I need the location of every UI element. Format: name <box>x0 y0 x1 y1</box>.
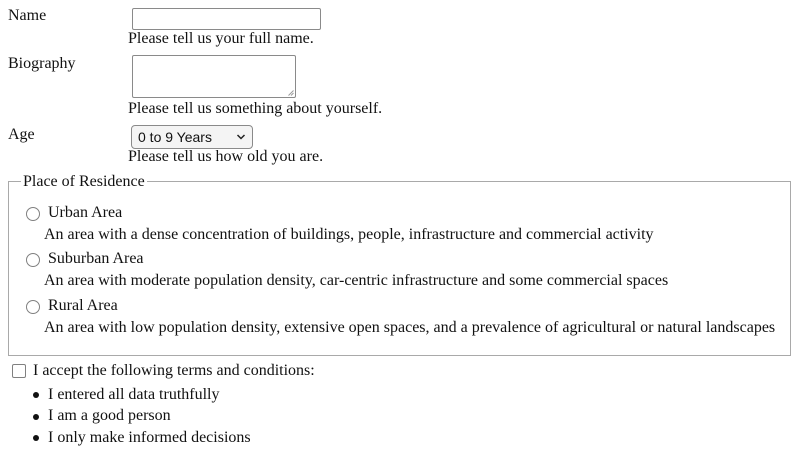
rural-area-label[interactable]: Rural Area <box>48 297 118 314</box>
biography-label: Biography <box>8 55 76 72</box>
rural-area-radio[interactable] <box>26 300 40 314</box>
age-select-value: 0 to 9 Years <box>138 129 212 145</box>
terms-checkbox[interactable] <box>12 364 26 378</box>
urban-area-description: An area with a dense concentration of buildings, people, infrastructure and commercial activity <box>44 226 654 243</box>
age-select[interactable] <box>131 125 253 149</box>
age-label: Age <box>8 126 35 143</box>
chevron-down-icon <box>236 133 246 141</box>
suburban-area-radio[interactable] <box>26 253 40 267</box>
list-bullet <box>33 435 39 441</box>
list-bullet <box>33 414 39 420</box>
suburban-area-label[interactable]: Suburban Area <box>48 250 144 267</box>
name-hint: Please tell us your full name. <box>128 30 314 47</box>
terms-item: I am a good person <box>48 407 171 424</box>
resize-grip-icon[interactable] <box>288 90 294 96</box>
rural-area-description: An area with low population density, extensive open spaces, and a prevalence of agricultural or natural landscapes <box>44 319 776 336</box>
residence-legend: Place of Residence <box>23 173 145 190</box>
urban-area-radio[interactable] <box>26 207 40 221</box>
biography-textarea[interactable] <box>132 55 296 98</box>
age-hint: Please tell us how old you are. <box>128 148 324 165</box>
list-bullet <box>33 392 39 398</box>
terms-label[interactable]: I accept the following terms and conditions: <box>33 362 315 379</box>
biography-hint: Please tell us something about yourself. <box>128 100 383 117</box>
name-input[interactable] <box>132 8 321 30</box>
terms-item: I only make informed decisions <box>48 429 251 446</box>
name-label: Name <box>8 7 47 24</box>
suburban-area-description: An area with moderate population density, car-centric infrastructure and some commercial spaces <box>44 272 669 289</box>
urban-area-label[interactable]: Urban Area <box>48 204 123 221</box>
terms-item: I entered all data truthfully <box>48 386 220 403</box>
